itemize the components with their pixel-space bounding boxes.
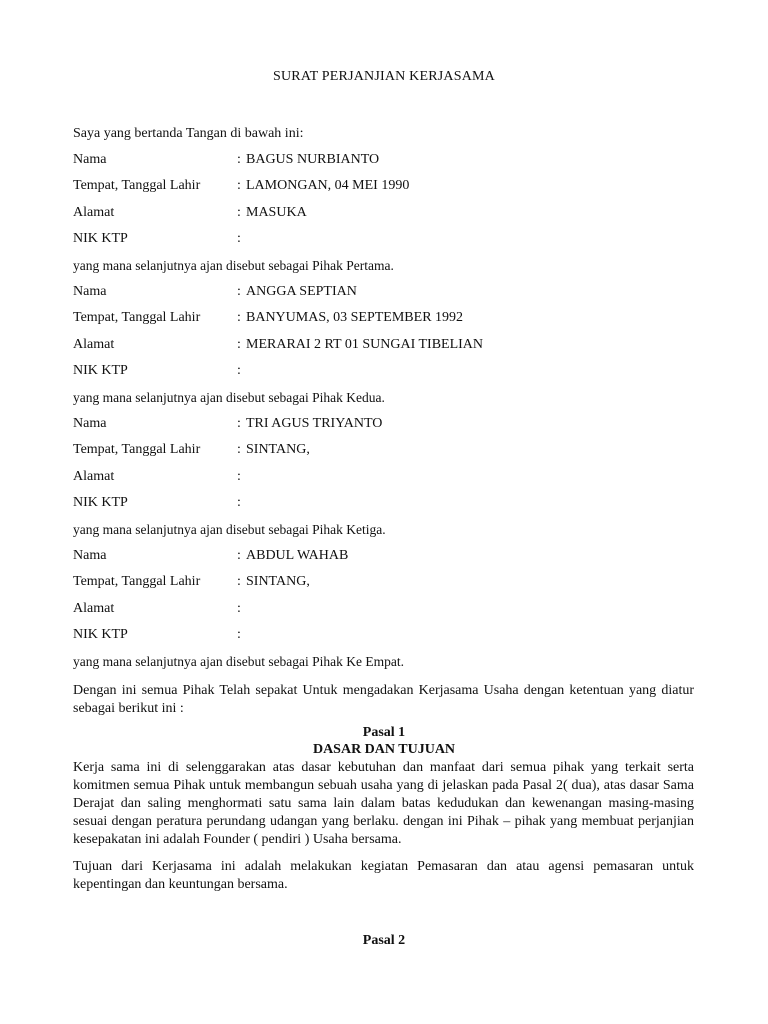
party-3-birth-row bbox=[73, 441, 703, 467]
party-2-birth: BANYUMAS, 03 SEPTEMBER 1992 bbox=[246, 310, 464, 326]
birth-label: Tempat, Tanggal Lahir bbox=[73, 310, 201, 326]
colon: : bbox=[237, 336, 241, 352]
colon: : bbox=[237, 363, 241, 379]
name-label: Nama bbox=[73, 284, 107, 299]
party-3-name: TRI AGUS TRIYANTO bbox=[246, 416, 383, 431]
pasal-1-title: DASAR DAN TUJUAN bbox=[312, 742, 456, 757]
party-2-closing: yang mana selanjutnya ajan disebut sebagai Pihak Kedua. bbox=[73, 389, 385, 405]
pasal-1-paragraph-1: Kerja sama ini di selenggarakan atas dasar kebutuhan dan manfaat dari semua pihak yang terkait serta komitmen semua Pihak untuk membangun sebuah usaha yang di jelaskan pada Pasal 2( dua), atas dasar Sama Derajat dan saling menghormati satu sama lain dalam batas kedudukan dan kewenangan masing-masing sesuai dengan peratura perundang udangan yang berlaku. dengan ini Pihak – pihak yang membuat perjanjian kesepakatan ini adalah Founder ( pendiri ) Usaha bersama. bbox=[73, 760, 694, 847]
colon: : bbox=[237, 468, 241, 484]
name-label: Nama bbox=[73, 152, 107, 167]
party-3-name-row bbox=[73, 415, 703, 441]
party-2-address-row bbox=[73, 336, 703, 362]
party-2-address: MERARAI 2 RT 01 SUNGAI TIBELIAN bbox=[246, 336, 484, 352]
address-label: Alamat bbox=[73, 600, 115, 616]
colon: : bbox=[237, 627, 241, 643]
party-2-closing-row bbox=[73, 389, 703, 415]
birth-label: Tempat, Tanggal Lahir bbox=[73, 178, 201, 194]
birth-label: Tempat, Tanggal Lahir bbox=[73, 574, 201, 590]
party-1-closing: yang mana selanjutnya ajan disebut sebagai Pihak Pertama. bbox=[73, 257, 394, 273]
party-1-birth: LAMONGAN, 04 MEI 1990 bbox=[246, 178, 410, 194]
name-label: Nama bbox=[73, 548, 107, 563]
party-4-birth-row bbox=[73, 573, 703, 599]
party-1-address: MASUKA bbox=[246, 204, 307, 220]
pasal-1-number: Pasal 1 bbox=[362, 725, 406, 740]
party-1-name-row bbox=[73, 151, 703, 177]
party-1-birth-row bbox=[73, 177, 703, 203]
party-block-3 bbox=[73, 415, 703, 547]
party-block-1 bbox=[73, 151, 703, 283]
party-4-address-row bbox=[73, 600, 703, 626]
party-block-2 bbox=[73, 283, 703, 415]
colon: : bbox=[237, 152, 241, 167]
colon: : bbox=[237, 231, 241, 247]
party-2-nik-row bbox=[73, 362, 703, 388]
party-3-address-row bbox=[73, 468, 703, 494]
colon: : bbox=[237, 548, 241, 563]
party-4-name-row bbox=[73, 547, 703, 573]
party-3-nik-row bbox=[73, 494, 703, 520]
colon: : bbox=[237, 284, 241, 299]
nik-label: NIK KTP bbox=[73, 627, 128, 643]
party-2-birth-row bbox=[73, 309, 703, 335]
party-4-nik-row bbox=[73, 626, 703, 652]
party-2-name-row bbox=[73, 283, 703, 309]
party-4-closing-row bbox=[73, 653, 703, 679]
colon: : bbox=[237, 442, 241, 458]
party-3-closing-row bbox=[73, 521, 703, 547]
party-4-closing: yang mana selanjutnya ajan disebut sebagai Pihak Ke Empat. bbox=[73, 653, 405, 669]
colon: : bbox=[237, 495, 241, 511]
colon: : bbox=[237, 204, 241, 220]
party-1-name: BAGUS NURBIANTO bbox=[246, 152, 380, 167]
party-1-address-row bbox=[73, 204, 703, 230]
party-4-birth: SINTANG, bbox=[246, 574, 310, 590]
birth-label: Tempat, Tanggal Lahir bbox=[73, 442, 201, 458]
address-label: Alamat bbox=[73, 468, 115, 484]
intro-text: Saya yang bertanda Tangan di bawah ini: bbox=[73, 126, 304, 141]
pasal-1-paragraph-2: Tujuan dari Kerjasama ini adalah melakukan kegiatan Pemasaran dan atau agensi pemasaran untuk kepentingan dan keuntungan bersama. bbox=[73, 859, 694, 892]
nik-label: NIK KTP bbox=[73, 495, 128, 511]
document-title: SURAT PERJANJIAN KERJASAMA bbox=[273, 69, 495, 84]
colon: : bbox=[237, 310, 241, 326]
party-3-closing: yang mana selanjutnya ajan disebut sebagai Pihak Ketiga. bbox=[73, 521, 386, 537]
party-2-name: ANGGA SEPTIAN bbox=[246, 284, 357, 299]
nik-label: NIK KTP bbox=[73, 231, 128, 247]
party-4-name: ABDUL WAHAB bbox=[246, 548, 349, 563]
party-1-nik-row bbox=[73, 230, 703, 256]
address-label: Alamat bbox=[73, 204, 115, 220]
party-3-birth: SINTANG, bbox=[246, 442, 310, 458]
address-label: Alamat bbox=[73, 336, 115, 352]
agreement-intro: Dengan ini semua Pihak Telah sepakat Untuk mengadakan Kerjasama Usaha dengan ketentuan yang diatur sebagai berikut ini : bbox=[73, 683, 694, 716]
colon: : bbox=[237, 178, 241, 194]
pasal-2-number: Pasal 2 bbox=[362, 933, 406, 948]
nik-label: NIK KTP bbox=[73, 363, 128, 379]
colon: : bbox=[237, 600, 241, 616]
colon: : bbox=[237, 574, 241, 590]
party-block-4 bbox=[73, 547, 703, 679]
colon: : bbox=[237, 416, 241, 431]
name-label: Nama bbox=[73, 416, 107, 431]
party-1-closing-row bbox=[73, 257, 703, 283]
